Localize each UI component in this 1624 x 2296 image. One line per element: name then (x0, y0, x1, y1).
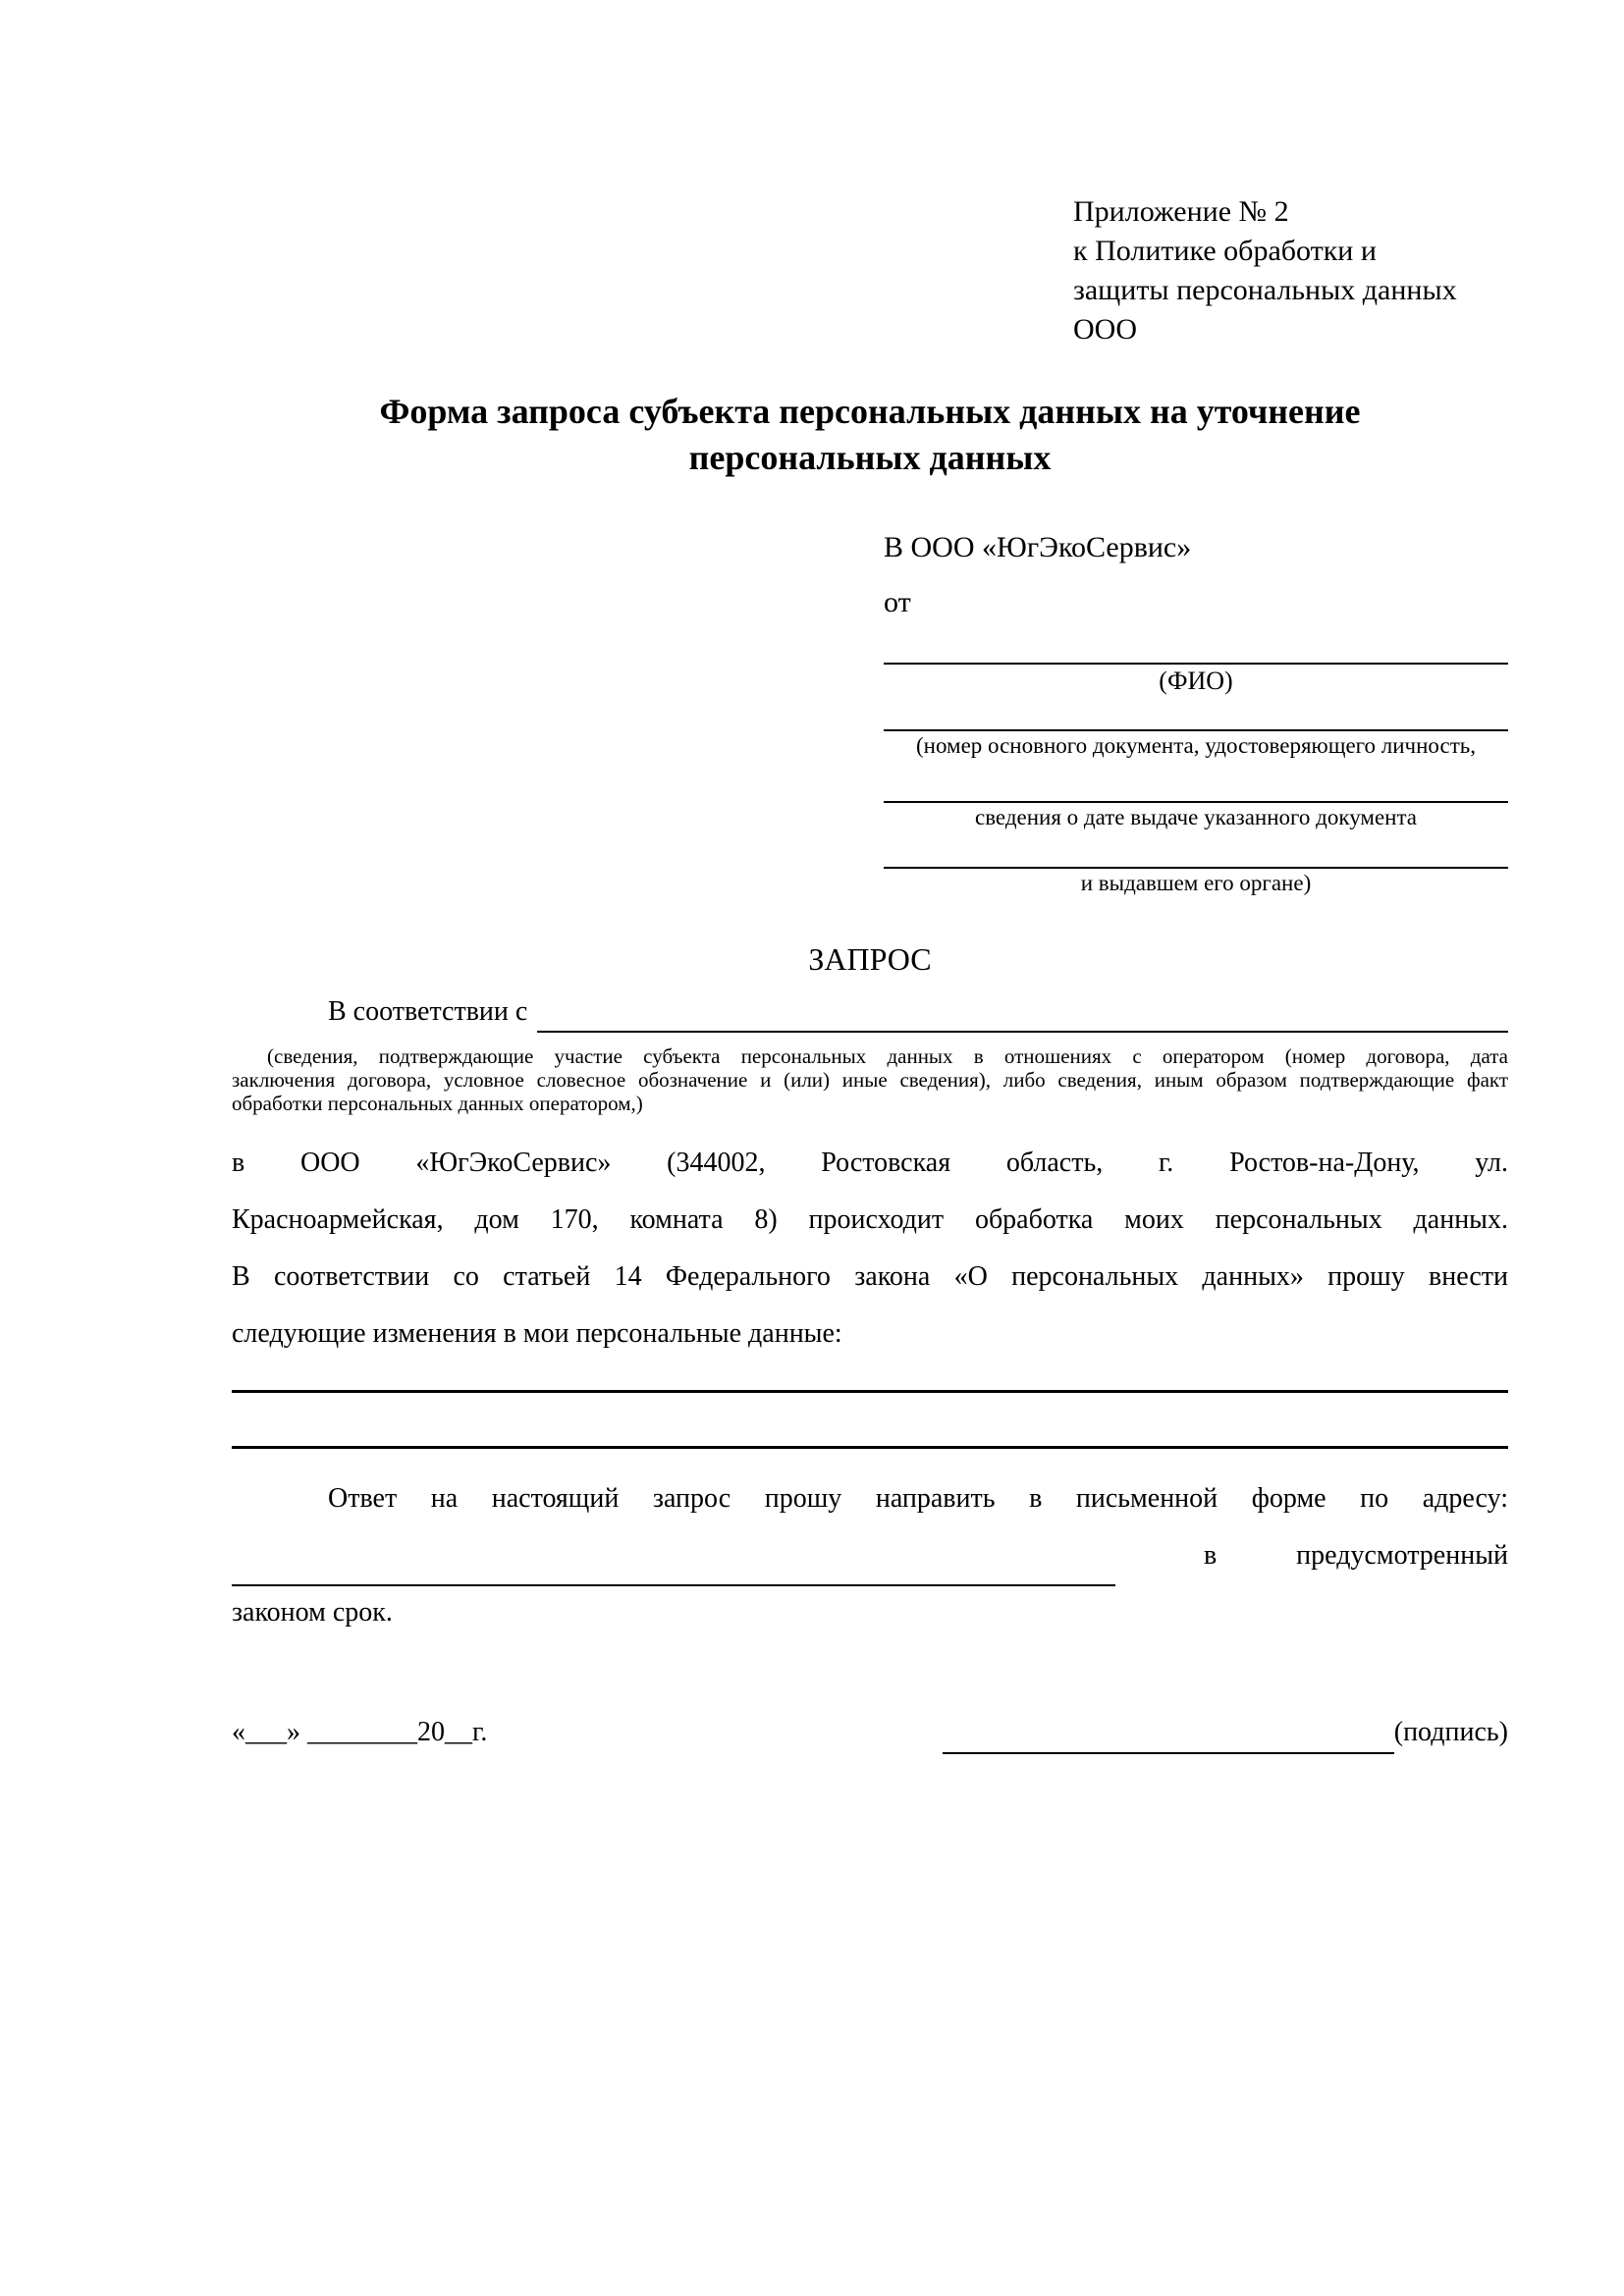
signature-blank-line (943, 1713, 1394, 1754)
page-title-line: персональных данных (688, 438, 1052, 477)
fio-caption: (ФИО) (1159, 667, 1233, 695)
date-blank: «___» ________20__г. (232, 1717, 488, 1747)
issue-date-blank-line (884, 761, 1508, 803)
appendix-note (1073, 192, 1508, 349)
page-title-line: Форма запроса субъекта персональных данных на уточнение (379, 392, 1361, 431)
body-line: Красноармейская, дом 170, комната 8) происходит обработка моих персональных данных. (232, 1204, 1508, 1235)
accordance-footnote-line: обработки персональных данных оператором,) (232, 1092, 643, 1115)
changes-blank-line (232, 1390, 1508, 1393)
page-title (232, 389, 1508, 481)
recipient-org: В ООО «ЮгЭкоСервис» (884, 531, 1192, 563)
reply-line: Ответ на настоящий запрос прошу направить в письменной форме по адресу: (328, 1483, 1508, 1514)
accordance-lead-text: В соответствии с (328, 996, 528, 1027)
fio-blank-line (884, 622, 1508, 665)
issuing-authority-blank-line (884, 832, 1508, 869)
reply-word: в (1204, 1540, 1218, 1571)
accordance-footnote-line: (сведения, подтверждающие участие субъекта персональных данных в отношениях с оператором (номер договора, дата (267, 1044, 1508, 1068)
appendix-note-line: к Политике обработки и (1073, 235, 1377, 267)
date-signature-row (232, 1713, 1508, 1754)
accordance-line (232, 993, 1508, 1033)
document-number-caption: (номер основного документа, удостоверяющего личность, (915, 733, 1476, 758)
appendix-note-line: защиты персональных данных (1073, 274, 1457, 306)
document-number-blank-line (884, 697, 1508, 731)
issue-date-caption: сведения о дате выдаче указанного документа (974, 805, 1418, 829)
accordance-footnote-line: заключения договора, условное словесное обозначение и (или) иные сведения), либо сведения, иным образом подтверждающие факт (232, 1068, 1508, 1092)
body-line: В соответствии со статьей 14 Федерального закона «О персональных данных» прошу внести (232, 1261, 1508, 1292)
body-line: следующие изменения в мои персональные данные: (232, 1318, 842, 1349)
signature-caption: (подпись) (1393, 1717, 1508, 1747)
appendix-note-line: ООО (1073, 313, 1137, 346)
signature-group (943, 1713, 1508, 1754)
appendix-note-line: Приложение № 2 (1073, 195, 1289, 228)
from-label: от (884, 586, 911, 618)
body-paragraph (232, 1135, 1508, 1362)
body-line: в ООО «ЮгЭкоСервис» (344002, Ростовская область, г. Ростов-на-Дону, ул. (232, 1148, 1508, 1178)
reply-paragraph (232, 1470, 1508, 1641)
issuing-authority-caption: и выдавшем его органе) (1080, 871, 1312, 895)
reply-word: предусмотренный (1296, 1540, 1508, 1571)
accordance-footnote (232, 1044, 1508, 1115)
request-heading: ЗАПРОС (808, 941, 932, 977)
address-blank-line (232, 1527, 1115, 1586)
changes-blank-line (232, 1446, 1508, 1449)
recipient-block (884, 528, 1508, 898)
reply-line: законом срок. (232, 1597, 393, 1628)
reply-address-row (232, 1527, 1508, 1584)
accordance-blank-line (537, 993, 1508, 1033)
